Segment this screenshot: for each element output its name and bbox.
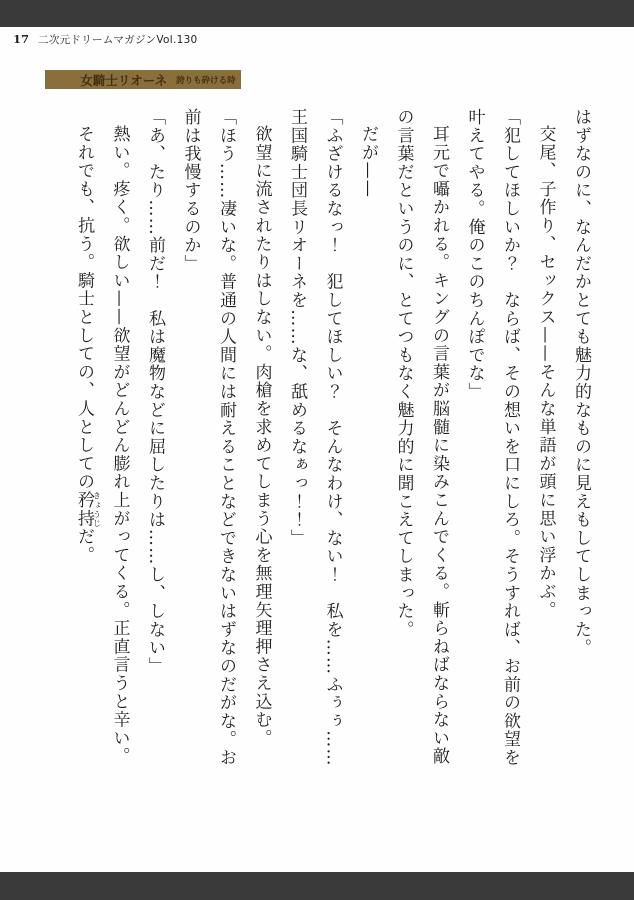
top-letterbox-bar [0,0,634,27]
paragraph: 「ほう……凄いな。普通の人間には耐えることなどできないはずなのだがな。お前は我慢するのか」 [180,108,236,767]
book-page [0,27,634,872]
paragraph: 交尾、子作り、セックス——そんな単語が頭に思い浮かぶ。 [535,125,556,620]
paragraph: だが—— [358,125,378,199]
bottom-letterbox-bar [0,872,634,900]
chapter-banner [45,70,241,89]
chapter-title: 女騎士リオーネ [80,72,168,88]
paragraph: 「ふざけるなっ！ 犯してほしい？ そんなわけ、ない！ 私を……ふぅぅ……王国騎士団長リオーネを……な、舐めるなぁっ！！」 [287,108,343,767]
paragraph: 熱い。疼く。欲しい——欲望がどんどん膨れ上がってくる。正直言うと辛い。 [109,125,130,766]
page-header [13,32,198,47]
paragraph: 「あ、たり……前だ！ 私は魔物などに屈したりは……し、しない」 [145,108,165,676]
paragraph: はずなのに、なんだかとても魅力的なものに見えもしてしまった。 [571,108,591,657]
paragraph: それでも、抗う。騎士としての、人としての矜持きょうじだ。 [74,125,102,565]
paragraph: 欲望に流されたりはしない。肉槍を求めてしまう心を無理矢理押さえ込む。 [251,125,272,748]
chapter-subtitle: 誇りも砕ける時 [176,75,236,86]
page-number: 17 [13,32,30,46]
novel-text-body [66,108,599,770]
paragraph: 耳元で囁かれる。キングの言葉が脳髄に染みこんでくる。斬らねばならない敵の言葉だというのに、とてつもなく魅力的に聞こえてしまった。 [393,108,449,766]
magazine-title: 二次元ドリームマガジンVol.130 [38,34,198,46]
paragraph: 「犯してほしいか？ ならば、その想いを口にしろ。そうすれば、お前の欲望を叶えてやる。俺のこのちんぽでな」 [464,108,520,767]
ruby-annotated-word: 矜持きょうじ [74,491,102,528]
